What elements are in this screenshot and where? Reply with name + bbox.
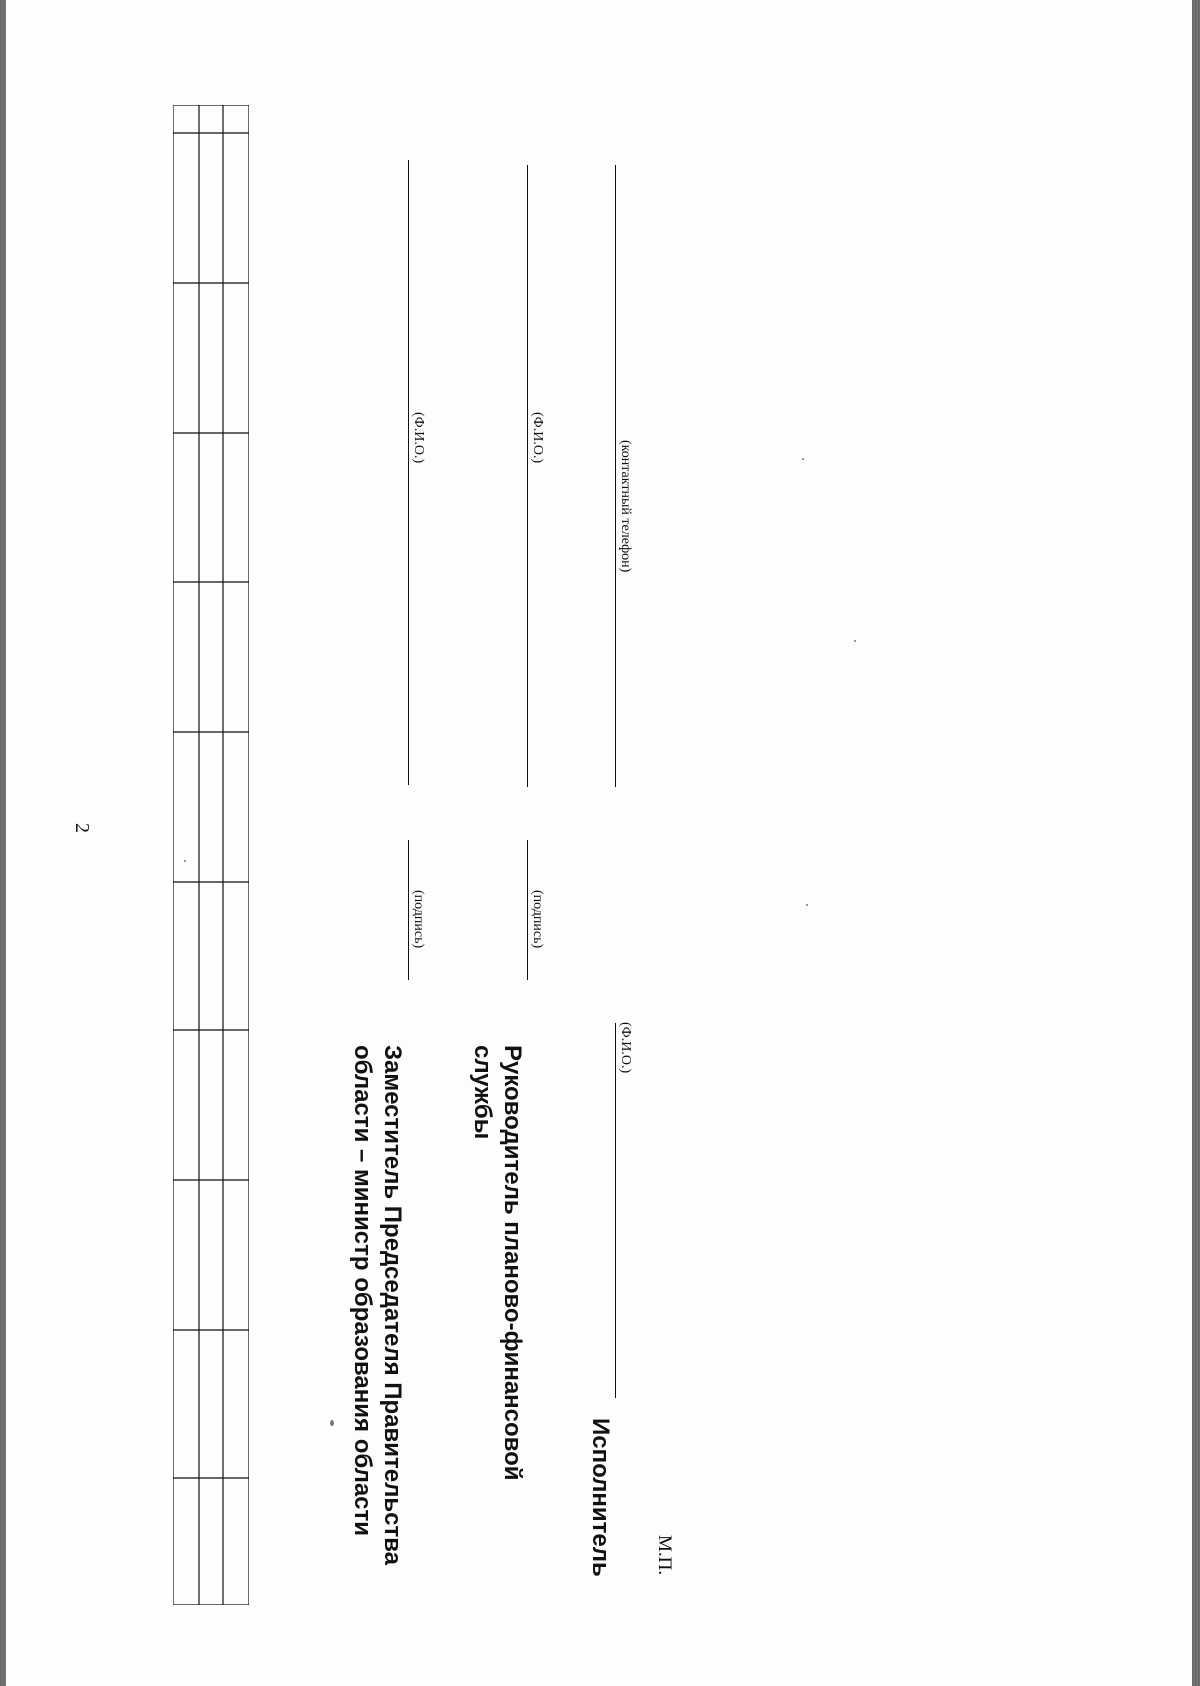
stamp-place-label: М.П. bbox=[654, 1535, 675, 1576]
planning-finance-head-title-line1: Руководитель планово-финансовой bbox=[499, 1045, 526, 1481]
page-number: 2 bbox=[71, 823, 93, 833]
deputy-chairman-title-line2: области – министр образования области bbox=[349, 1045, 376, 1537]
signature-line bbox=[527, 840, 528, 980]
executor-name-line bbox=[615, 1023, 616, 1398]
name-line bbox=[408, 160, 409, 785]
signature-caption: (подпись) bbox=[530, 890, 545, 949]
phone-line bbox=[615, 165, 616, 787]
phone-caption: (контактный телефон) bbox=[618, 440, 633, 573]
signature-caption: (подпись) bbox=[411, 890, 426, 949]
data-table bbox=[173, 105, 249, 1605]
signature-line bbox=[408, 840, 409, 980]
name-line bbox=[527, 165, 528, 787]
planning-finance-head-title-line2: службы bbox=[469, 1045, 496, 1140]
name-caption: (Ф.И.О.) bbox=[530, 412, 545, 464]
executor-title: Исполнитель bbox=[587, 1418, 614, 1577]
table-grid bbox=[173, 105, 249, 1605]
deputy-chairman-title-line1: Заместитель Председателя Правительства bbox=[379, 1045, 406, 1566]
executor-name-caption: (Ф.И.О.) bbox=[618, 1022, 633, 1074]
name-caption: (Ф.И.О.) bbox=[411, 412, 426, 464]
